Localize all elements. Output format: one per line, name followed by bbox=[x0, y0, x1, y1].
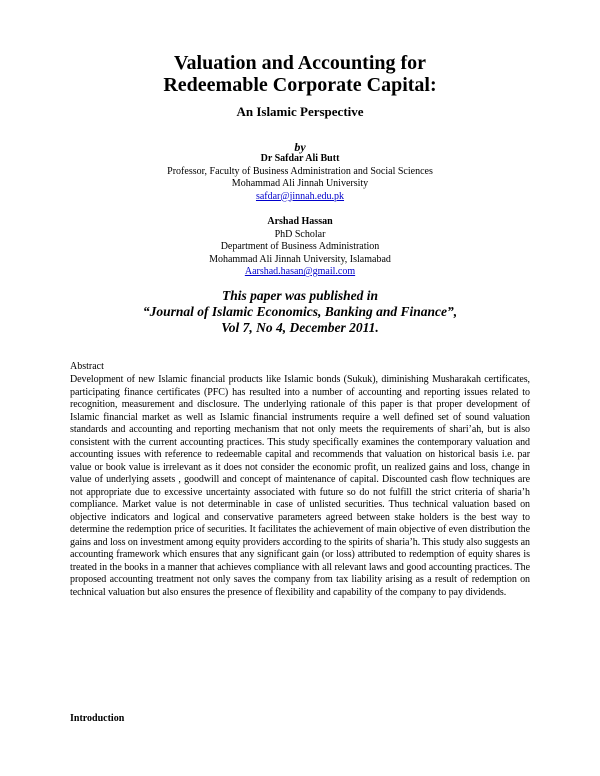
author-email-link[interactable]: Aarshad.hasan@gmail.com bbox=[244, 266, 356, 277]
abstract-heading: Abstract bbox=[70, 361, 104, 372]
byline: by bbox=[294, 140, 306, 154]
author-affiliation-line: Mohammad Ali Jinnah University bbox=[231, 178, 369, 189]
publication-line-1: This paper was published in bbox=[221, 288, 379, 303]
author-affiliation-line: Mohammad Ali Jinnah University, Islamabad bbox=[209, 253, 391, 265]
author-affiliation-line: Professor, Faculty of Business Administration and Social Sciences bbox=[167, 165, 433, 177]
author-block-1 bbox=[0, 153, 600, 203]
title-line-1: Valuation and Accounting for bbox=[173, 52, 427, 74]
author-block-2 bbox=[0, 216, 600, 279]
paper-title bbox=[0, 52, 600, 96]
author-name: Dr Safdar Ali Butt bbox=[260, 153, 340, 164]
publication-volume: Vol 7, No 4, December 2011. bbox=[221, 320, 379, 335]
author-affiliation-line: PhD Scholar bbox=[274, 228, 326, 240]
publication-note bbox=[0, 288, 600, 336]
introduction-heading: Introduction bbox=[70, 713, 125, 724]
abstract-body: Development of new Islamic financial products like Islamic bonds (Sukuk), diminishing Musharakah certificates, participating finance certificates (PFC) has resulted into a number of accounting and reporting issues related to recognition, measurement and disclosure. The underlying rationale of this paper is that proper development of Islamic financial market as well as Islamic financial instruments require a well defined set of sound valuation standards and accounting and reporting mechanism that not only meets the requirements of shari’ah, but is also consistent with the current accounting practices. This study specifically examines the contemporary valuation and accounting issues with reference to redeemable capital and recommends that valuation on historical basis i.e. par value or book value is irrelevant as it does not consider the economic profit, un realized gains and loss, change in value of underlying assets , goodwill and concept of maintenance of capital. Discounted cash flow techniques are not appropriate due to excessive uncertainty associated with future so do not fulfill the strict criteria of sharia’h compliance. Market value is not determinable in case of unlisted securities. Thus technical valuation based on objective indicators and logical and conservative parameters agreed between stake holders is the best way to determine the redemption price of securities. It facilitates the achievement of main objective of even distribution the gains and loss on investment among equity providers according to the spirits of sharia’h. This study also suggests an accounting framework which ensures that any significant gain (or loss) attributed to redemption of equity shares is treated in the books in a manner that achieves compliance with all relevant laws and good accounting practices. The proposed accounting treatment not only saves the company from tax liability arising as a result of redemption on technical valuation but also ensures the presence of flexibility and capability of the company to pay dividends. bbox=[70, 374, 530, 598]
author-name: Arshad Hassan bbox=[267, 216, 333, 227]
author-email-link[interactable]: safdar@jinnah.edu.pk bbox=[255, 190, 345, 202]
publication-journal: “Journal of Islamic Economics, Banking and Finance”, bbox=[142, 304, 458, 319]
author-affiliation-line: Department of Business Administration bbox=[220, 241, 380, 252]
paper-subtitle: An Islamic Perspective bbox=[236, 104, 364, 119]
title-line-2: Redeemable Corporate Capital: bbox=[163, 74, 437, 96]
